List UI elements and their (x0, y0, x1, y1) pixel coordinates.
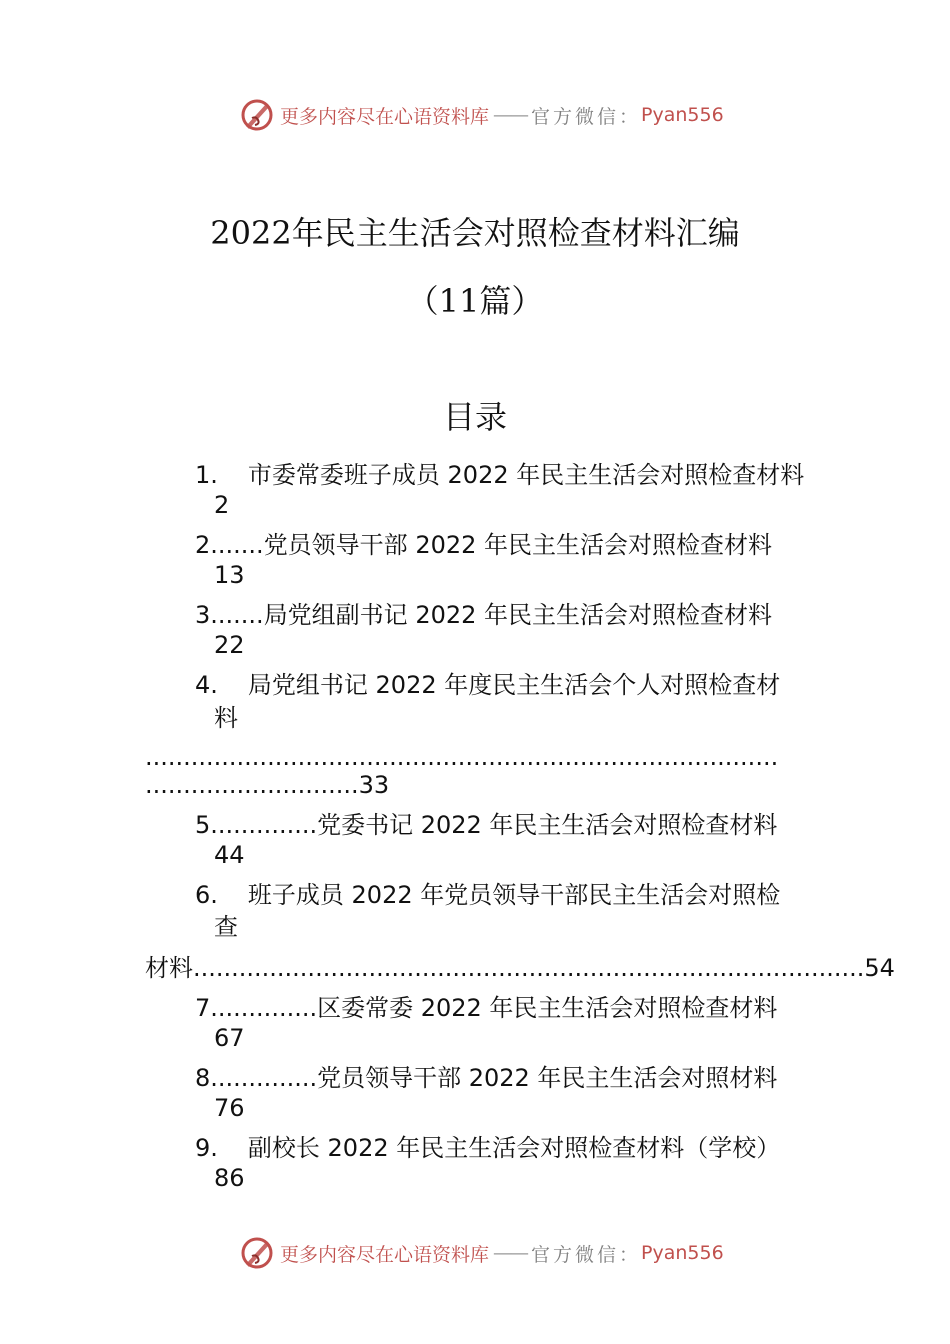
toc-leader: ................................................................................... (145, 743, 779, 771)
toc-entry-title: 党员领导干部 2022 年民主生活会对照检查材料 (263, 531, 773, 559)
toc-entry-number: 2 (195, 531, 211, 559)
toc-entry-3[interactable] (195, 600, 772, 630)
toc-entry-7[interactable] (195, 993, 777, 1023)
toc-entry-8[interactable] (195, 1063, 777, 1093)
toc-leader: .............. (210, 1064, 318, 1092)
toc-entry-title: 局党组书记 2022 年度民主生活会个人对照检查材 (247, 671, 781, 699)
watermark-wechat-label: 官方微信： (531, 1243, 642, 1266)
toc-entry-4[interactable] (195, 670, 780, 700)
toc-heading: 目录 (442, 398, 507, 436)
toc-entry-5[interactable] (195, 810, 777, 840)
toc-entry-title: 区委常委 2022 年民主生活会对照检查材料 (317, 994, 778, 1022)
toc-leader: .............. (210, 994, 318, 1022)
toc-entry-9[interactable] (195, 1133, 780, 1163)
watermark-header (240, 97, 760, 133)
toc-entry-title-continued: 料 (214, 704, 238, 732)
toc-entry-2[interactable] (195, 530, 772, 560)
toc-entry-number: 8 (195, 1064, 211, 1092)
toc-entry-number: 4. (195, 671, 218, 699)
toc-leader: ....... (210, 601, 264, 629)
toc-entry-title-continued: 材料 (145, 954, 193, 982)
toc-entry-title: 市委常委班子成员 2022 年民主生活会对照检查材料 (247, 461, 805, 489)
toc-entry-title: 副校长 2022 年民主生活会对照检查材料（学校） (247, 1134, 781, 1162)
toc-entry-page: 76 (214, 1094, 245, 1122)
toc-leader: ....... (210, 531, 264, 559)
toc-entry-page: 54 (864, 954, 895, 982)
watermark-text: 更多内容尽在心语资料库 (280, 105, 490, 128)
document-subtitle: （11篇） (406, 282, 544, 320)
toc-entry-1[interactable] (195, 460, 804, 490)
pen-logo-icon (240, 1236, 274, 1270)
toc-entry-number: 7 (195, 994, 211, 1022)
toc-entry-title: 局党组副书记 2022 年民主生活会对照检查材料 (263, 601, 773, 629)
watermark-footer (240, 1235, 760, 1271)
toc-entry-6[interactable] (195, 880, 780, 910)
toc-entry-title: 党委书记 2022 年民主生活会对照检查材料 (317, 811, 778, 839)
watermark-dash: —— (493, 1242, 528, 1264)
toc-entry-page: 2 (214, 491, 230, 519)
document-title: 2022年民主生活会对照检查材料汇编 (210, 214, 740, 252)
toc-leader: ............................ (145, 771, 359, 799)
toc-entry-title-continued: 查 (214, 913, 238, 941)
toc-entry-number: 5 (195, 811, 211, 839)
toc-entry-page: 44 (214, 841, 245, 869)
toc-leader: ........................................................................................ (193, 954, 865, 982)
pen-logo-icon (240, 98, 274, 132)
toc-entry-number: 1. (195, 461, 218, 489)
toc-entry-page: 67 (214, 1024, 245, 1052)
toc-entry-number: 3 (195, 601, 211, 629)
watermark-dash: —— (493, 104, 528, 126)
toc-entry-page: 86 (214, 1164, 245, 1192)
toc-leader: .............. (210, 811, 318, 839)
watermark-text: 更多内容尽在心语资料库 (280, 1243, 490, 1266)
watermark-wechat-id: Pyan556 (641, 104, 724, 126)
toc-entry-number: 6. (195, 881, 218, 909)
toc-entry-title: 班子成员 2022 年党员领导干部民主生活会对照检 (247, 881, 781, 909)
toc-entry-page: 33 (358, 771, 390, 799)
toc-entry-page-line (145, 770, 389, 800)
toc-entry-page: 22 (214, 631, 245, 659)
watermark-wechat-id: Pyan556 (641, 1242, 724, 1264)
watermark-wechat-label: 官方微信： (531, 105, 642, 128)
toc-entry-number: 9. (195, 1134, 218, 1162)
toc-entry-page-line (145, 953, 895, 983)
toc-entry-title: 党员领导干部 2022 年民主生活会对照材料 (317, 1064, 778, 1092)
toc-entry-page: 13 (214, 561, 245, 589)
